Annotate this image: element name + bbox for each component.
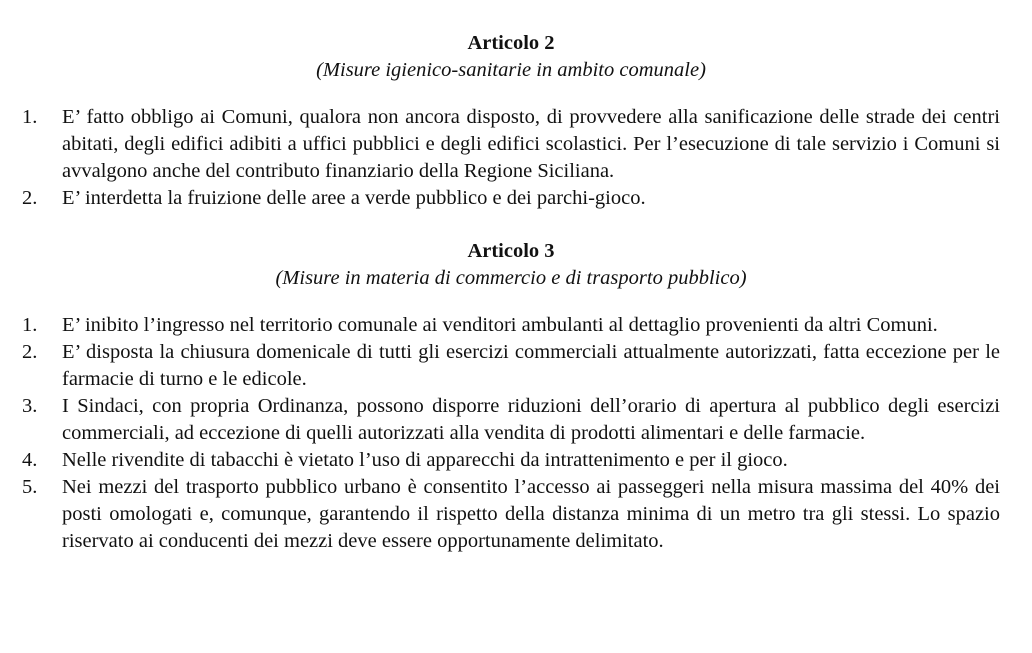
article-3 [22,238,1000,555]
item-text: Nelle rivendite di tabacchi è vietato l’uso di apparecchi da intrattenimento e per il gioco. [62,449,788,471]
article-title: Articolo 2 [467,32,555,54]
item-text: I Sindaci, con propria Ordinanza, possono disporre riduzioni dell’orario di apertura al pubblico degli esercizi commerciali, ad eccezione di quelli autorizzati alla vendita di prodotti alimentari e delle farmacie. [62,395,1000,444]
article-title: Articolo 3 [467,240,555,262]
item-number: 1. [22,106,38,128]
article-heading [22,30,1000,84]
list-item [22,339,1000,393]
article-heading [22,238,1000,292]
list-item [22,474,1000,555]
list-item [22,104,1000,185]
item-text: E’ disposta la chiusura domenicale di tutti gli esercizi commerciali attualmente autorizzati, fatta eccezione per le farmacie di turno e le edicole. [62,341,1000,390]
item-number: 4. [22,449,38,471]
item-number: 3. [22,395,38,417]
item-number: 1. [22,314,38,336]
item-number: 5. [22,476,38,498]
list-item [22,447,1000,474]
item-number: 2. [22,187,38,209]
list-item [22,185,1000,212]
article-items-list [22,312,1000,555]
list-item [22,312,1000,339]
article-subtitle: (Misure igienico-sanitarie in ambito comunale) [316,59,706,81]
article-items-list [22,104,1000,212]
article-2 [22,30,1000,212]
item-text: E’ inibito l’ingresso nel territorio comunale ai venditori ambulanti al dettaglio provenienti da altri Comuni. [62,314,938,336]
item-number: 2. [22,341,38,363]
item-text: E’ interdetta la fruizione delle aree a verde pubblico e dei parchi-gioco. [62,187,646,209]
list-item [22,393,1000,447]
item-text: E’ fatto obbligo ai Comuni, qualora non ancora disposto, di provvedere alla sanificazione delle strade dei centri abitati, degli edifici adibiti a uffici pubblici e degli edifici scolastici. Per l’esecuzione di tale servizio i Comuni si avvalgono anche del contributo finanziario della Regione Siciliana. [62,106,1000,182]
item-text: Nei mezzi del trasporto pubblico urbano è consentito l’accesso ai passeggeri nella misura massima del 40% dei posti omologati e, comunque, garantendo il rispetto della distanza minima di un metro tra gli stessi. Lo spazio riservato ai conducenti dei mezzi deve essere opportunamente delimitato. [62,476,1000,552]
article-subtitle: (Misure in materia di commercio e di trasporto pubblico) [275,267,747,289]
